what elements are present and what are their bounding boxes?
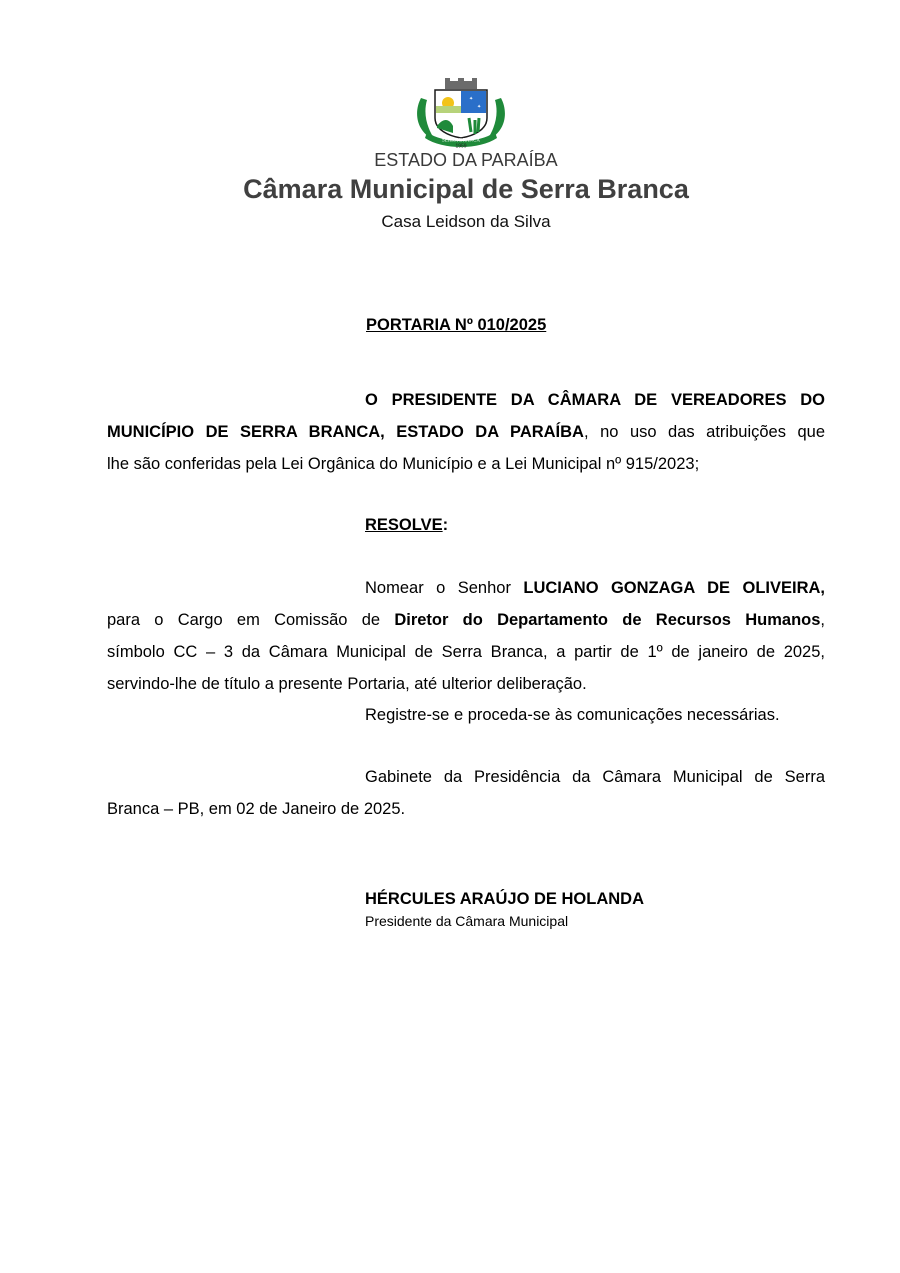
body-line-3: símbolo CC – 3 da Câmara Municipal de Serra Branca, a partir de 1º de janeiro de 2025, [107,643,825,661]
closing-line-2: Branca – PB, em 02 de Janeiro de 2025. [107,800,406,818]
crest-year: 1959 [455,143,467,148]
state-name: ESTADO DA PARAÍBA [374,150,558,170]
closing-line-1: Gabinete da Presidência da Câmara Municipal de Serra [365,768,825,786]
resolve-heading: RESOLVE: [365,516,449,534]
signatory-role: Presidente da Câmara Municipal [365,913,569,929]
body-line-2: para o Cargo em Comissão de Diretor do Departamento de Recursos Humanos, [107,611,826,629]
document-title: PORTARIA Nº 010/2025 [366,316,547,334]
preamble-line-3: lhe são conferidas pela Lei Orgânica do Município e a Lei Municipal nº 915/2023; [107,455,700,473]
signatory-name: HÉRCULES ARAÚJO DE HOLANDA [365,890,644,908]
body-line-1: Nomear o Senhor LUCIANO GONZAGA DE OLIVEIRA, [365,579,825,597]
body-line-5: Registre-se e proceda-se às comunicações necessárias. [365,706,780,724]
appointee-name: LUCIANO GONZAGA DE OLIVEIRA, [523,579,825,597]
crest-ribbon-text: SERRA BRANCA [442,138,480,144]
preamble-line-1: O PRESIDENTE DA CÂMARA DE VEREADORES DO [365,391,825,409]
preamble-municipality: MUNICÍPIO DE SERRA BRANCA, ESTADO DA PARAÍBA [107,423,584,441]
svg-text:✦: ✦ [469,96,474,102]
chamber-name: Câmara Municipal de Serra Branca [243,174,689,204]
preamble-line-2: MUNICÍPIO DE SERRA BRANCA, ESTADO DA PARAÍBA, no uso das atribuições que [107,423,825,441]
position-title: Diretor do Departamento de Recursos Humanos [394,611,821,629]
house-name: Casa Leidson da Silva [381,212,551,231]
municipal-crest-logo [413,78,509,148]
body-line-4: servindo-lhe de título a presente Portaria, até ulterior deliberação. [107,675,587,693]
svg-text:✦: ✦ [477,104,482,110]
